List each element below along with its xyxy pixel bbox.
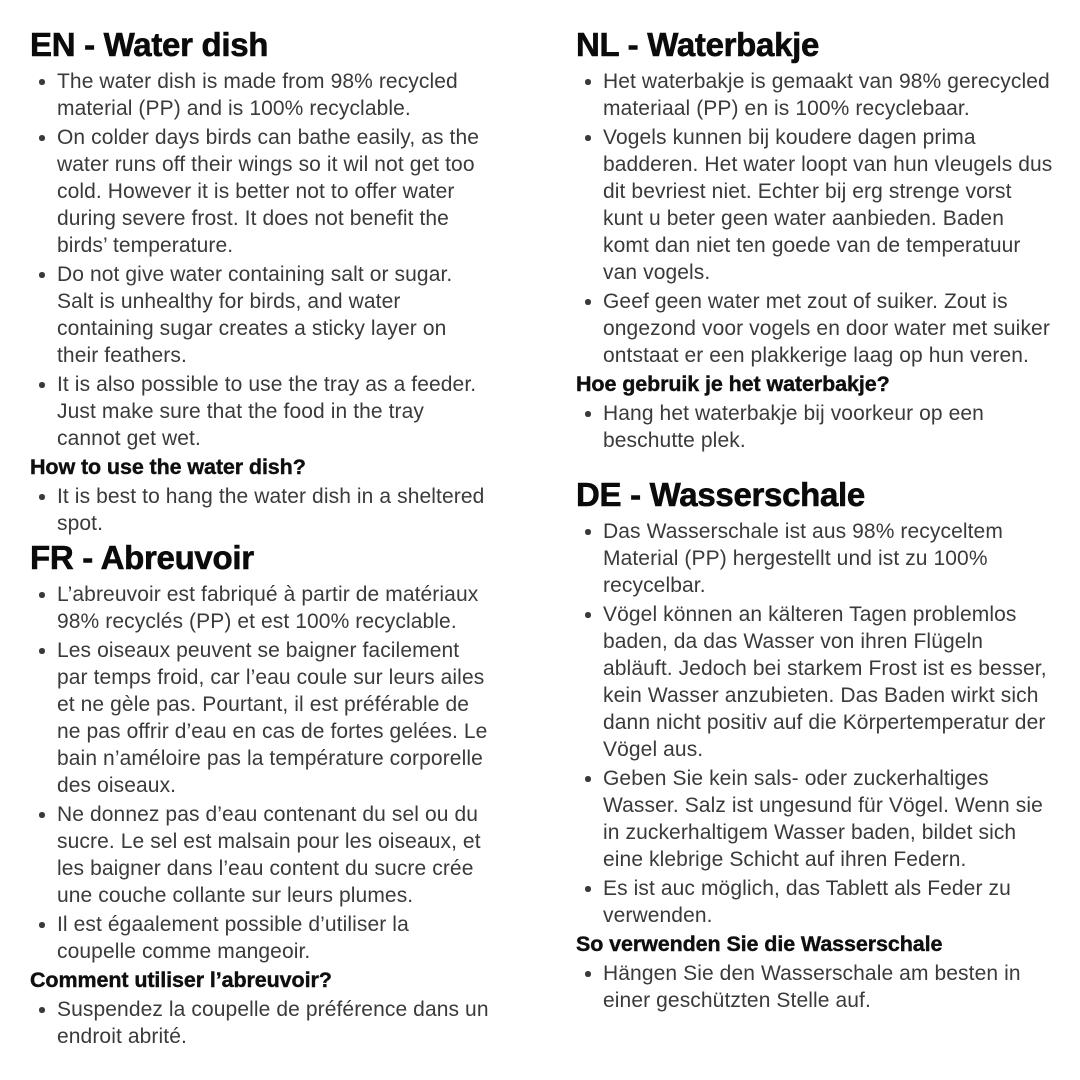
section-de-wasserschale [576, 476, 1053, 1014]
bullet-item: Les oiseaux peuvent se baigner facilement par temps froid, car l’eau coule sur leurs ailes et ne gèle pas. Pourtant, il est préférable de ne pas offrir d’eau en cas de fortes gelées. Le bain n’améloire pas la température corporelle des oiseaux. [57, 637, 492, 799]
section-title-de: DE - Wasserschale [576, 476, 865, 513]
section-title-nl: NL - Waterbakje [576, 26, 820, 63]
bullet-item: Geef geen water met zout of suiker. Zout is ongezond voor vogels en door water met suiker ontstaat er een plakkerige laag op hun veren. [603, 288, 1053, 369]
usage-bullet-list-de [576, 960, 1053, 1014]
bullet-item: Das Wasserschale ist aus 98% recyceltem Material (PP) hergestellt und ist zu 100% recycelbar. [603, 518, 1053, 599]
column-left [30, 26, 492, 1080]
bullet-item: Es ist auc möglich, das Tablett als Feder zu verwenden. [603, 875, 1053, 929]
usage-bullet-list-nl [576, 400, 1053, 454]
section-fr-abreuvoir [30, 539, 492, 1050]
section-en-water-dish [30, 26, 492, 537]
bullet-item: Hang het waterbakje bij voorkeur op een beschutte plek. [603, 400, 1053, 454]
usage-bullet-list-en [30, 483, 492, 537]
bullet-list-en [30, 68, 492, 452]
bullet-list-de [576, 518, 1053, 929]
bullet-item: Il est égaalement possible d’utiliser la coupelle comme mangeoir. [57, 911, 492, 965]
bullet-item: Do not give water containing salt or sugar. Salt is unhealthy for birds, and water containing sugar creates a sticky layer on their feathers. [57, 261, 492, 369]
bullet-list-nl [576, 68, 1053, 369]
section-title-fr: FR - Abreuvoir [30, 539, 254, 576]
usage-title-de: So verwenden Sie die Wasserschale [576, 932, 943, 956]
usage-title-nl: Hoe gebruik je het waterbakje? [576, 372, 890, 396]
bullet-item: Het waterbakje is gemaakt van 98% gerecycled materiaal (PP) en is 100% recyclebaar. [603, 68, 1053, 122]
bullet-item: L’abreuvoir est fabriqué à partir de matériaux 98% recyclés (PP) et est 100% recyclable. [57, 581, 492, 635]
column-right [576, 26, 1053, 1080]
usage-bullet-list-fr [30, 996, 492, 1050]
usage-title-fr: Comment utiliser l’abreuvoir? [30, 968, 332, 992]
section-title-en: EN - Water dish [30, 26, 269, 63]
bullet-item: Vögel können an kälteren Tagen problemlos baden, da das Wasser von ihren Flügeln abläuft. Jedoch bei starkem Frost ist es besser, kein Wasser anzubieten. Das Baden wirkt sich dann nicht positiv auf die Körpertemperatur der Vögel aus. [603, 601, 1053, 763]
usage-title-en: How to use the water dish? [30, 455, 306, 479]
section-nl-waterbakje [576, 26, 1053, 454]
bullet-item: Suspendez la coupelle de préférence dans un endroit abrité. [57, 996, 492, 1050]
bullet-item: On colder days birds can bathe easily, as the water runs off their wings so it wil not get too cold. However it is better not to offer water during severe frost. It does not benefit the birds’ temperature. [57, 124, 492, 259]
bullet-item: It is best to hang the water dish in a sheltered spot. [57, 483, 492, 537]
bullet-item: Hängen Sie den Wasserschale am besten in einer geschützten Stelle auf. [603, 960, 1053, 1014]
bullet-item: It is also possible to use the tray as a feeder. Just make sure that the food in the tray cannot get wet. [57, 371, 492, 452]
bullet-item: Ne donnez pas d’eau contenant du sel ou du sucre. Le sel est malsain pour les oiseaux, et les baigner dans l’eau content du sucre crée une couche collante sur leurs plumes. [57, 801, 492, 909]
bullet-item: The water dish is made from 98% recycled material (PP) and is 100% recyclable. [57, 68, 492, 122]
bullet-item: Geben Sie kein sals- oder zuckerhaltiges Wasser. Salz ist ungesund für Vögel. Wenn sie in zuckerhaltigem Wasser baden, bildet sich eine klebrige Schicht auf ihren Federn. [603, 765, 1053, 873]
bullet-item: Vogels kunnen bij koudere dagen prima badderen. Het water loopt van hun vleugels dus dit bevriest niet. Echter bij erg strenge vorst kunt u beter geen water aanbieden. Baden komt dan niet ten goede van de temperatuur van vogels. [603, 126, 1053, 284]
bullet-list-fr [30, 581, 492, 965]
